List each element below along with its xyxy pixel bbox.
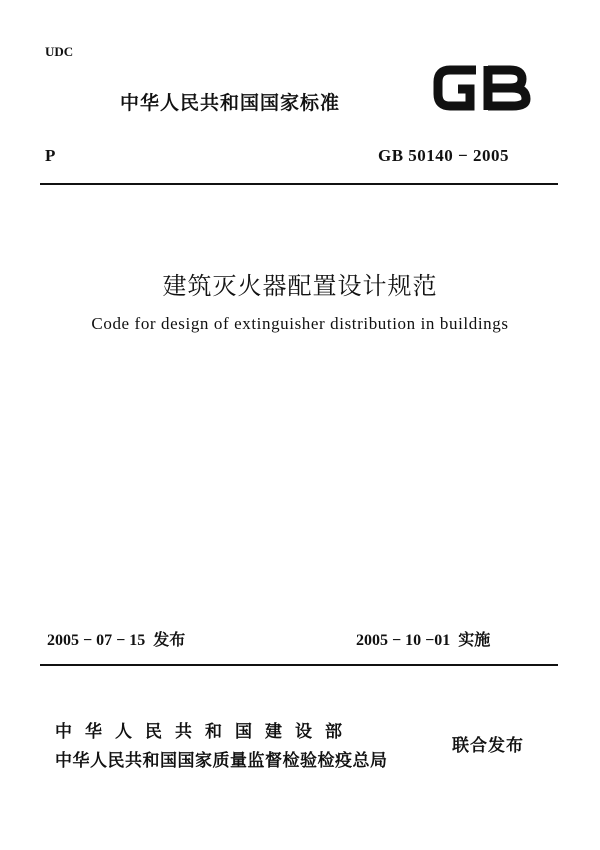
- issue-date: 2005 − 07 − 15: [47, 632, 146, 649]
- issuer-aqsiq: 中华人民共和国国家质量监督检验检疫总局: [55, 751, 388, 771]
- header-divider: [40, 183, 558, 185]
- issue-date-block: [47, 627, 185, 650]
- standard-number: GB 50140 − 2005: [378, 146, 509, 165]
- udc-label: UDC: [45, 44, 74, 59]
- document-title-english: Code for design of extinguisher distribution in buildings: [91, 314, 509, 333]
- national-standard-heading: 中华人民共和国国家标准: [120, 92, 341, 114]
- issuer-ministry-construction: 中华人民共和国建设部: [55, 722, 355, 742]
- classification-code: P: [45, 146, 56, 165]
- implement-date: 2005 − 10 −01: [356, 632, 451, 649]
- joint-issue-label: 联合发布: [452, 736, 524, 756]
- gb-logo: [430, 62, 534, 114]
- document-title-chinese: 建筑灭火器配置设计规范: [162, 272, 438, 300]
- implement-label: 实施: [458, 630, 491, 649]
- implement-date-block: [356, 627, 490, 650]
- issue-label: 发布: [153, 630, 186, 649]
- footer-divider: [40, 664, 558, 666]
